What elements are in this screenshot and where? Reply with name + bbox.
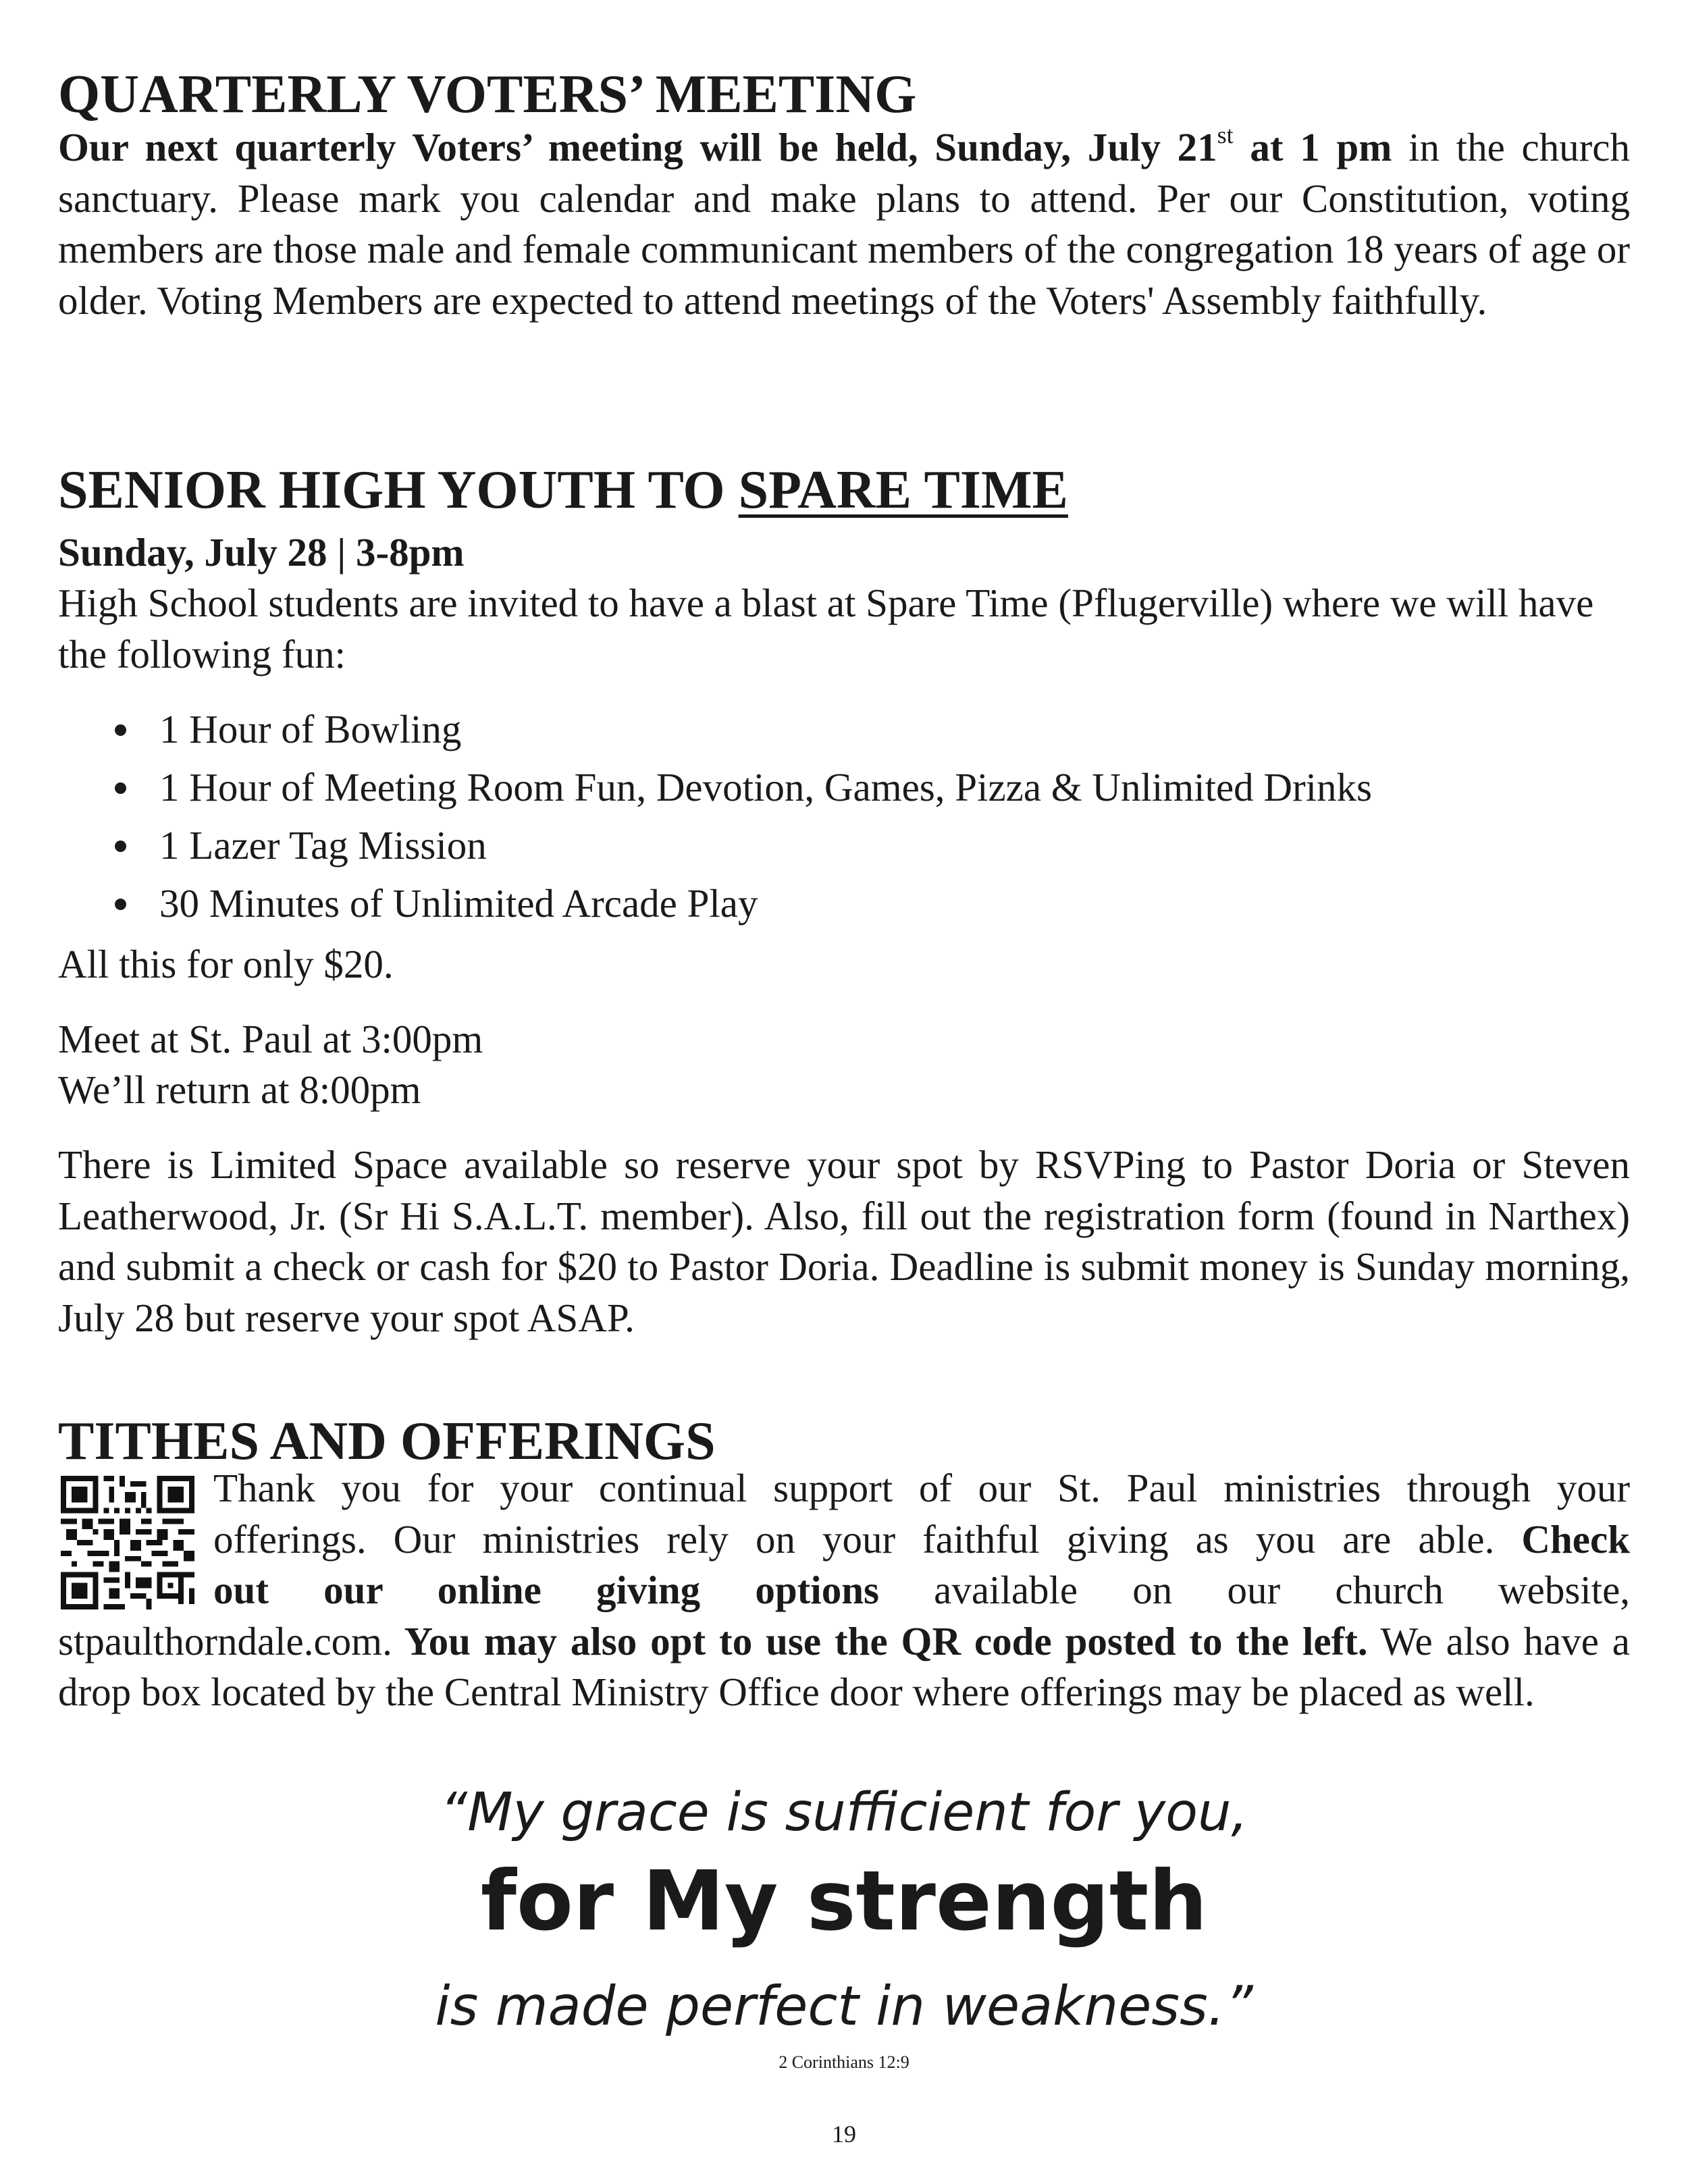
- tithes-heading: TITHES AND OFFERINGS: [58, 1412, 716, 1471]
- voters-meeting-paragraph: [58, 122, 1630, 326]
- list-item: 1 Lazer Tag Mission: [58, 818, 1372, 876]
- meeting-time-text: at 1 pm: [1250, 125, 1392, 169]
- tithes-paragraph: [58, 1463, 1630, 1718]
- online-giving-bold: out our online giving options: [213, 1568, 879, 1612]
- list-item: 1 Hour of Bowling: [58, 702, 1372, 760]
- page-number: 19: [832, 2121, 856, 2148]
- youth-event-intro: High School students are invited to have a blast at Spare Time (Pflugerville) where we will have the following fun:: [58, 581, 1594, 676]
- meet-time-text: Meet at St. Paul at 3:00pm: [58, 1017, 483, 1061]
- spare-time-link[interactable]: SPARE TIME: [738, 460, 1068, 520]
- date-suffix: st: [1217, 122, 1234, 149]
- verse-reference: 2 Corinthians 12:9: [779, 2052, 909, 2072]
- tithes-check-bold: Check: [1521, 1516, 1630, 1562]
- qr-code-instruction: You may also opt to use the QR code posted to the left.: [392, 1618, 1368, 1663]
- tithes-dropbox-text: We also have a drop box located by the Central Ministry Office door where offerings may be placed as well.: [58, 1618, 1630, 1714]
- tithes-line-2: offerings. Our ministries rely on your faithful giving as you are able.: [213, 1516, 1522, 1562]
- voters-meeting-body: in the church sanctuary. Please mark you calendar and make plans to attend. Per our Constitution, voting members are those male and female communicant members of the congregation 18 years of age or older. Voting Members are expected to attend meetings of the Voters' Assembly faithfully.: [58, 125, 1630, 323]
- youth-price-text: All this for only $20.: [58, 942, 394, 986]
- voters-meeting-heading: QUARTERLY VOTERS’ MEETING: [58, 65, 917, 124]
- verse-line-1: “My grace is sufficient for you,: [440, 1782, 1248, 1843]
- youth-title-prefix: SENIOR HIGH YOUTH TO: [58, 460, 739, 520]
- list-item: 1 Hour of Meeting Room Fun, Devotion, Games, Pizza & Unlimited Drinks: [58, 760, 1372, 818]
- tithes-line-1: Thank you for your continual support of our St. Paul ministries through your: [213, 1466, 1630, 1510]
- meeting-date-text: Our next quarterly Voters’ meeting will be held, Sunday, July 21: [58, 125, 1217, 169]
- youth-activities-list: [58, 702, 1372, 934]
- youth-event-heading: [58, 460, 1068, 520]
- youth-event-date: Sunday, July 28 | 3-8pm: [58, 530, 465, 575]
- youth-details-paragraph: There is Limited Space available so reserve your spot by RSVPing to Pastor Doria or Steven Leatherwood, Jr. (Sr Hi S.A.L.T. member). Also, fill out the registration form (found in Narthex) and submit a check or cash for $20 to Pastor Doria. Deadline is submit money is Sunday morning, July 28 but reserve your spot ASAP.: [58, 1142, 1630, 1340]
- website-link[interactable]: stpaulthorndale.com.: [58, 1618, 392, 1663]
- tithes-line-3: available on our church website,: [878, 1568, 1631, 1612]
- verse-line-3: is made perfect in weakness.”: [435, 1975, 1253, 2037]
- verse-line-2: for My strength: [480, 1853, 1208, 1949]
- list-item: 30 Minutes of Unlimited Arcade Play: [58, 876, 1372, 934]
- return-time-text: We’ll return at 8:00pm: [58, 1067, 421, 1112]
